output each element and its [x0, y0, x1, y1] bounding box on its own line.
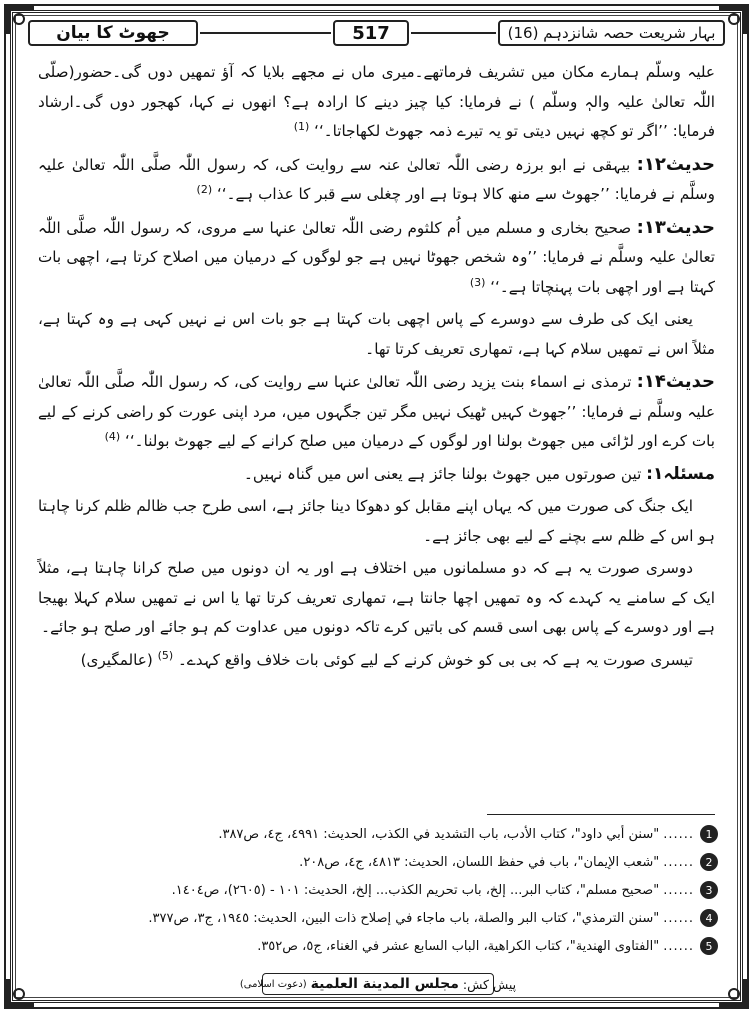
hadith-quote: ’’جھوٹ سے منھ کالا ہوتا ہے اور چغلی سے قبر کا عذاب ہے۔‘‘	[216, 185, 610, 203]
footnote-dots: ......	[663, 854, 694, 870]
footnote-dots: ......	[663, 938, 694, 954]
footnote-text: "شعب الإيمان"، باب في حفظ اللسان، الحديث: ٤٨١٣، ج٤، ص٢٠٨.	[299, 854, 660, 870]
footnote-number: 5	[700, 937, 718, 955]
hadith-label: حدیث۱۳:	[636, 216, 716, 238]
case-1: ایک جنگ کی صورت میں کہ یہاں اپنے مقابل کو دھوکا دینا جائز ہے، اسی طرح جب ظالم ظلم کرنا چاہتا ہو اس کے ظلم سے بچنے کے لیے بھی جائز ہے۔	[38, 497, 715, 545]
hadith-14	[38, 367, 715, 457]
intro-paragraph	[38, 58, 715, 147]
case-2: دوسری صورت یہ ہے کہ دو مسلمانوں میں اختلاف ہے اور یہ ان دونوں میں صلح کرانا چاہتا ہے، مثلاً ایک کے سامنے یہ کہدے کہ وہ تمھیں اچھا جانتا ہے، تمھاری تعریف کرتا تھا یا اس نے تمھیں سلام کہلا بھیجا ہے اور دوسرے کے پاس بھی اسی قسم کی باتیں کرے تاکہ دونوں میں عداوت کم ہو جائے اور صلح ہو جائے۔	[38, 559, 715, 636]
hadith-text: بیہقی نے ابو برزہ رضی اللّٰہ تعالیٰ عنہ سے روایت کی، کہ رسول اللّٰہ صلَّی اللّٰہ تعالیٰ علیہ وسلَّم نے فرمایا:	[38, 155, 715, 203]
footnote-item	[38, 848, 718, 876]
case-3	[38, 646, 715, 676]
footnote-dots: ......	[663, 826, 694, 842]
footnote-ref: (4)	[104, 429, 121, 443]
organization-name: (دعوت اسلامی)	[239, 978, 307, 990]
header-divider	[411, 32, 496, 34]
masala-label: مسئلہ۱:	[646, 463, 715, 484]
footnote-number: 2	[700, 853, 718, 871]
masala-text: تین صورتوں میں جھوٹ بولنا جائز ہے یعنی اس میں گناہ نہیں۔	[244, 464, 642, 483]
footnote-separator	[487, 814, 715, 815]
text-line: لکھاجاتا۔‘‘	[314, 122, 381, 140]
main-text	[38, 58, 715, 678]
page-header	[28, 20, 725, 50]
footnote-item	[38, 876, 718, 904]
footnotes	[38, 820, 718, 960]
footnote-ref: (3)	[469, 275, 486, 289]
footnote-text: "سنن الترمذي"، كتاب البر والصلة، باب ماجاء في إصلاح ذات البين، الحديث: ١٩٤٥، ج٣، ص٣٧٧.	[148, 910, 660, 926]
footnote-number: 4	[700, 909, 718, 927]
footnote-item	[38, 820, 718, 848]
footnote-number: 1	[700, 825, 718, 843]
footnote-item	[38, 932, 718, 960]
footnote-text: "سنن أبي داود"، كتاب الأدب، باب التشديد في الكذب، الحديث: ٤٩٩١، ج٤، ص٣٨٧.	[218, 826, 660, 842]
footnote-ref: (2)	[196, 182, 213, 196]
presenter-label: پیش کش:	[462, 976, 517, 992]
footnote-ref: (5)	[157, 648, 174, 662]
hadith-13-explanation: یعنی ایک کی طرف سے دوسرے کے پاس اچھی بات کہتا ہے جو بات اس نے نہیں کہی ہے وہ کہتا ہے، مثلاً اس نے تمھیں سلام کہا ہے، تمھاری تعریف کرتا تھا۔	[38, 310, 715, 358]
footnote-ref: (1)	[293, 119, 310, 133]
publisher-name: مجلس المدينة العلمية	[310, 976, 459, 992]
hadith-text: ترمذی نے اسماء بنت یزید رضی اللّٰہ تعالیٰ عنہا سے روایت کی، کہ رسول اللّٰہ صلَّی اللّٰہ تعالیٰ علیہ وسلَّم نے	[38, 373, 716, 421]
hadith-quote: فرمایا: ’’وہ شخص جھوٹا نہیں ہے جو لوگوں کے درمیان میں اصلاح کرتا ہے، اچھی بات کہتا ہے اور اچھی بات پہنچاتا ہے۔‘‘	[38, 248, 715, 296]
footnote-text: "الفتاوى الهندية"، كتاب الكراهية، الباب السابع عشر في الغناء، ج٥، ص٣٥٢.	[257, 938, 660, 954]
masala-1	[38, 460, 715, 490]
publisher-footer	[239, 973, 517, 995]
book-title: بہار شریعت حصہ شانزدہم (16)	[498, 20, 725, 46]
header-divider	[200, 32, 331, 34]
hadith-text: صحیح بخاری و مسلم میں اُم کلثوم رضی اللّٰہ تعالیٰ عنہا سے مروی، کہ رسول اللّٰہ صلَّی اللّٰہ تعالیٰ علیہ وسلَّم نے	[38, 218, 716, 266]
case-3-text: تیسری صورت یہ ہے کہ بی بی کو خوش کرنے کے لیے کوئی بات خلاف واقع کہدے۔	[178, 650, 693, 669]
case-3-source: (عالمگیری)	[80, 650, 153, 669]
chapter-topic: جھوٹ کا بیان	[28, 20, 198, 46]
footnote-number: 3	[700, 881, 718, 899]
hadith-13	[38, 213, 715, 303]
hadith-label: حدیث۱۴:	[636, 371, 716, 392]
corner-ornament-icon	[717, 977, 751, 1011]
footnote-dots: ......	[663, 882, 694, 898]
page-number: 517	[333, 20, 409, 46]
corner-ornament-icon	[2, 977, 36, 1011]
footnote-dots: ......	[663, 910, 694, 926]
footnote-item	[38, 904, 718, 932]
text-line: علیہ وسلّم ہمارے مکان میں تشریف فرماتھے۔میری ماں نے مجھے بلایا کہ آؤ تمھیں دوں گی۔حضور(صلّی اللّٰہ تعالیٰ علیہ والہٖ وسلّم )	[38, 63, 716, 111]
text-line: نے فرمایا: کیا چیز دینے کا ارادہ ہے؟ انھوں نے کہا، کھجور دوں گی۔ارشاد فرمایا: ’’اگر تو کچھ نہیں دیتی تو یہ تیرے ذمہ جھوٹ	[38, 92, 715, 140]
footnote-text: "صحيح مسلم"، كتاب البر... إلخ، باب تحريم الكذب... إلخ، الحديث: ١٠١ - (٢٦٠٥)، ص١٤٠٤.	[171, 882, 660, 898]
hadith-12	[38, 150, 715, 210]
hadith-quote: فرمایا: ’’جھوٹ کہیں ٹھیک نہیں مگر تین جگہوں میں، مرد اپنی عورت کو راضی کرنے کے لیے بات کرے اور لڑائی میں جھوٹ بولنا اور لوگوں کے درمیان میں صلح کرانے کے لیے جھوٹ بولنا۔‘‘	[38, 402, 715, 450]
hadith-label: حدیث۱۲:	[636, 153, 715, 175]
